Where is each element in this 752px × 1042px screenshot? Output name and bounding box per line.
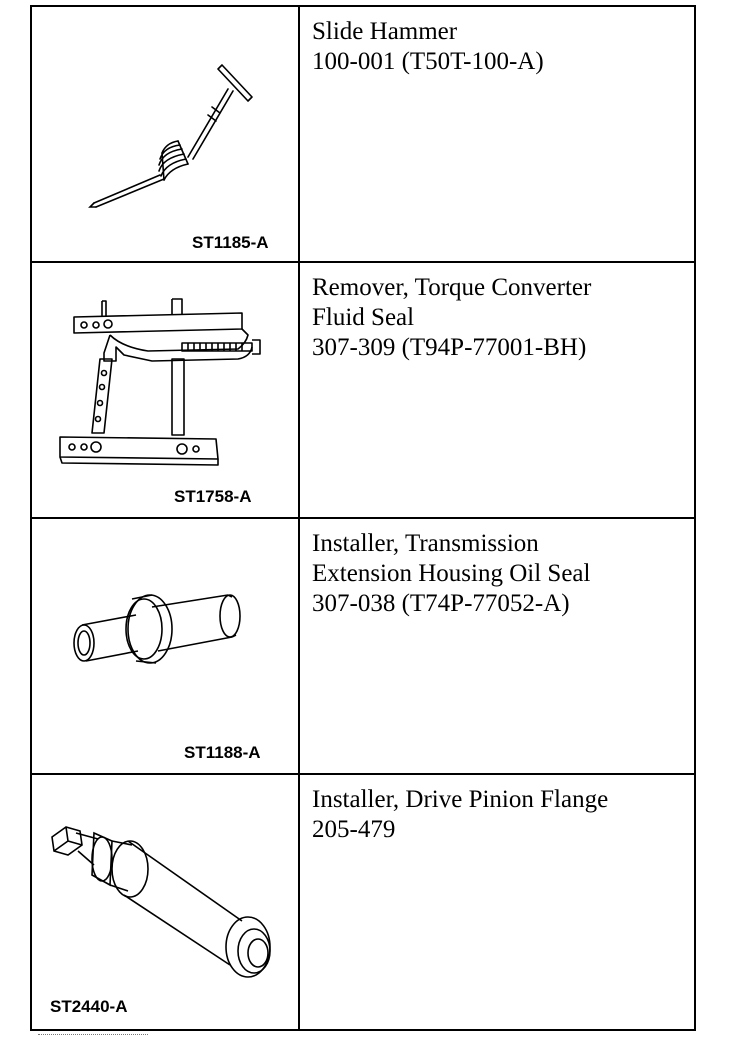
figure-code: ST1758-A: [174, 487, 252, 506]
tool-number-line: 205-479: [312, 816, 396, 843]
tool-illustration-cell: [31, 262, 299, 518]
tool-name-line: Remover, Torque Converter: [312, 274, 592, 301]
tool-row: [31, 518, 695, 774]
figure-code: ST1185-A: [192, 233, 269, 252]
tool-row: [31, 774, 695, 1030]
slide-hammer-icon: [32, 7, 298, 261]
tool-illustration-cell: [31, 518, 299, 774]
tool-number-line: 307-038 (T74P-77052-A): [312, 590, 570, 617]
tool-name-line: Fluid Seal: [312, 304, 415, 331]
pinion-flange-installer-icon: [32, 775, 298, 1029]
tool-description-cell: [299, 6, 695, 262]
tool-name-line: Slide Hammer: [312, 18, 458, 45]
tool-row: [31, 262, 695, 518]
seal-remover-icon: [32, 263, 298, 517]
tool-row: [31, 6, 695, 262]
tool-description-cell: [299, 774, 695, 1030]
tool-description-cell: [299, 262, 695, 518]
figure-code: ST1188-A: [184, 743, 261, 762]
tool-illustration-cell: [31, 774, 299, 1030]
tool-name-line: Installer, Drive Pinion Flange: [312, 786, 609, 813]
special-tools-table: [30, 5, 696, 1031]
tool-description-cell: [299, 518, 695, 774]
tool-number-line: 100-001 (T50T-100-A): [312, 48, 544, 75]
seal-installer-icon: [32, 519, 298, 773]
tool-name-line: Installer, Transmission: [312, 530, 539, 557]
tool-number-line: 307-309 (T94P-77001-BH): [312, 334, 587, 361]
tool-illustration-cell: [31, 6, 299, 262]
page-continuation-mark: [38, 1034, 148, 1041]
tool-name-line: Extension Housing Oil Seal: [312, 560, 591, 587]
figure-code: ST2440-A: [50, 997, 128, 1016]
